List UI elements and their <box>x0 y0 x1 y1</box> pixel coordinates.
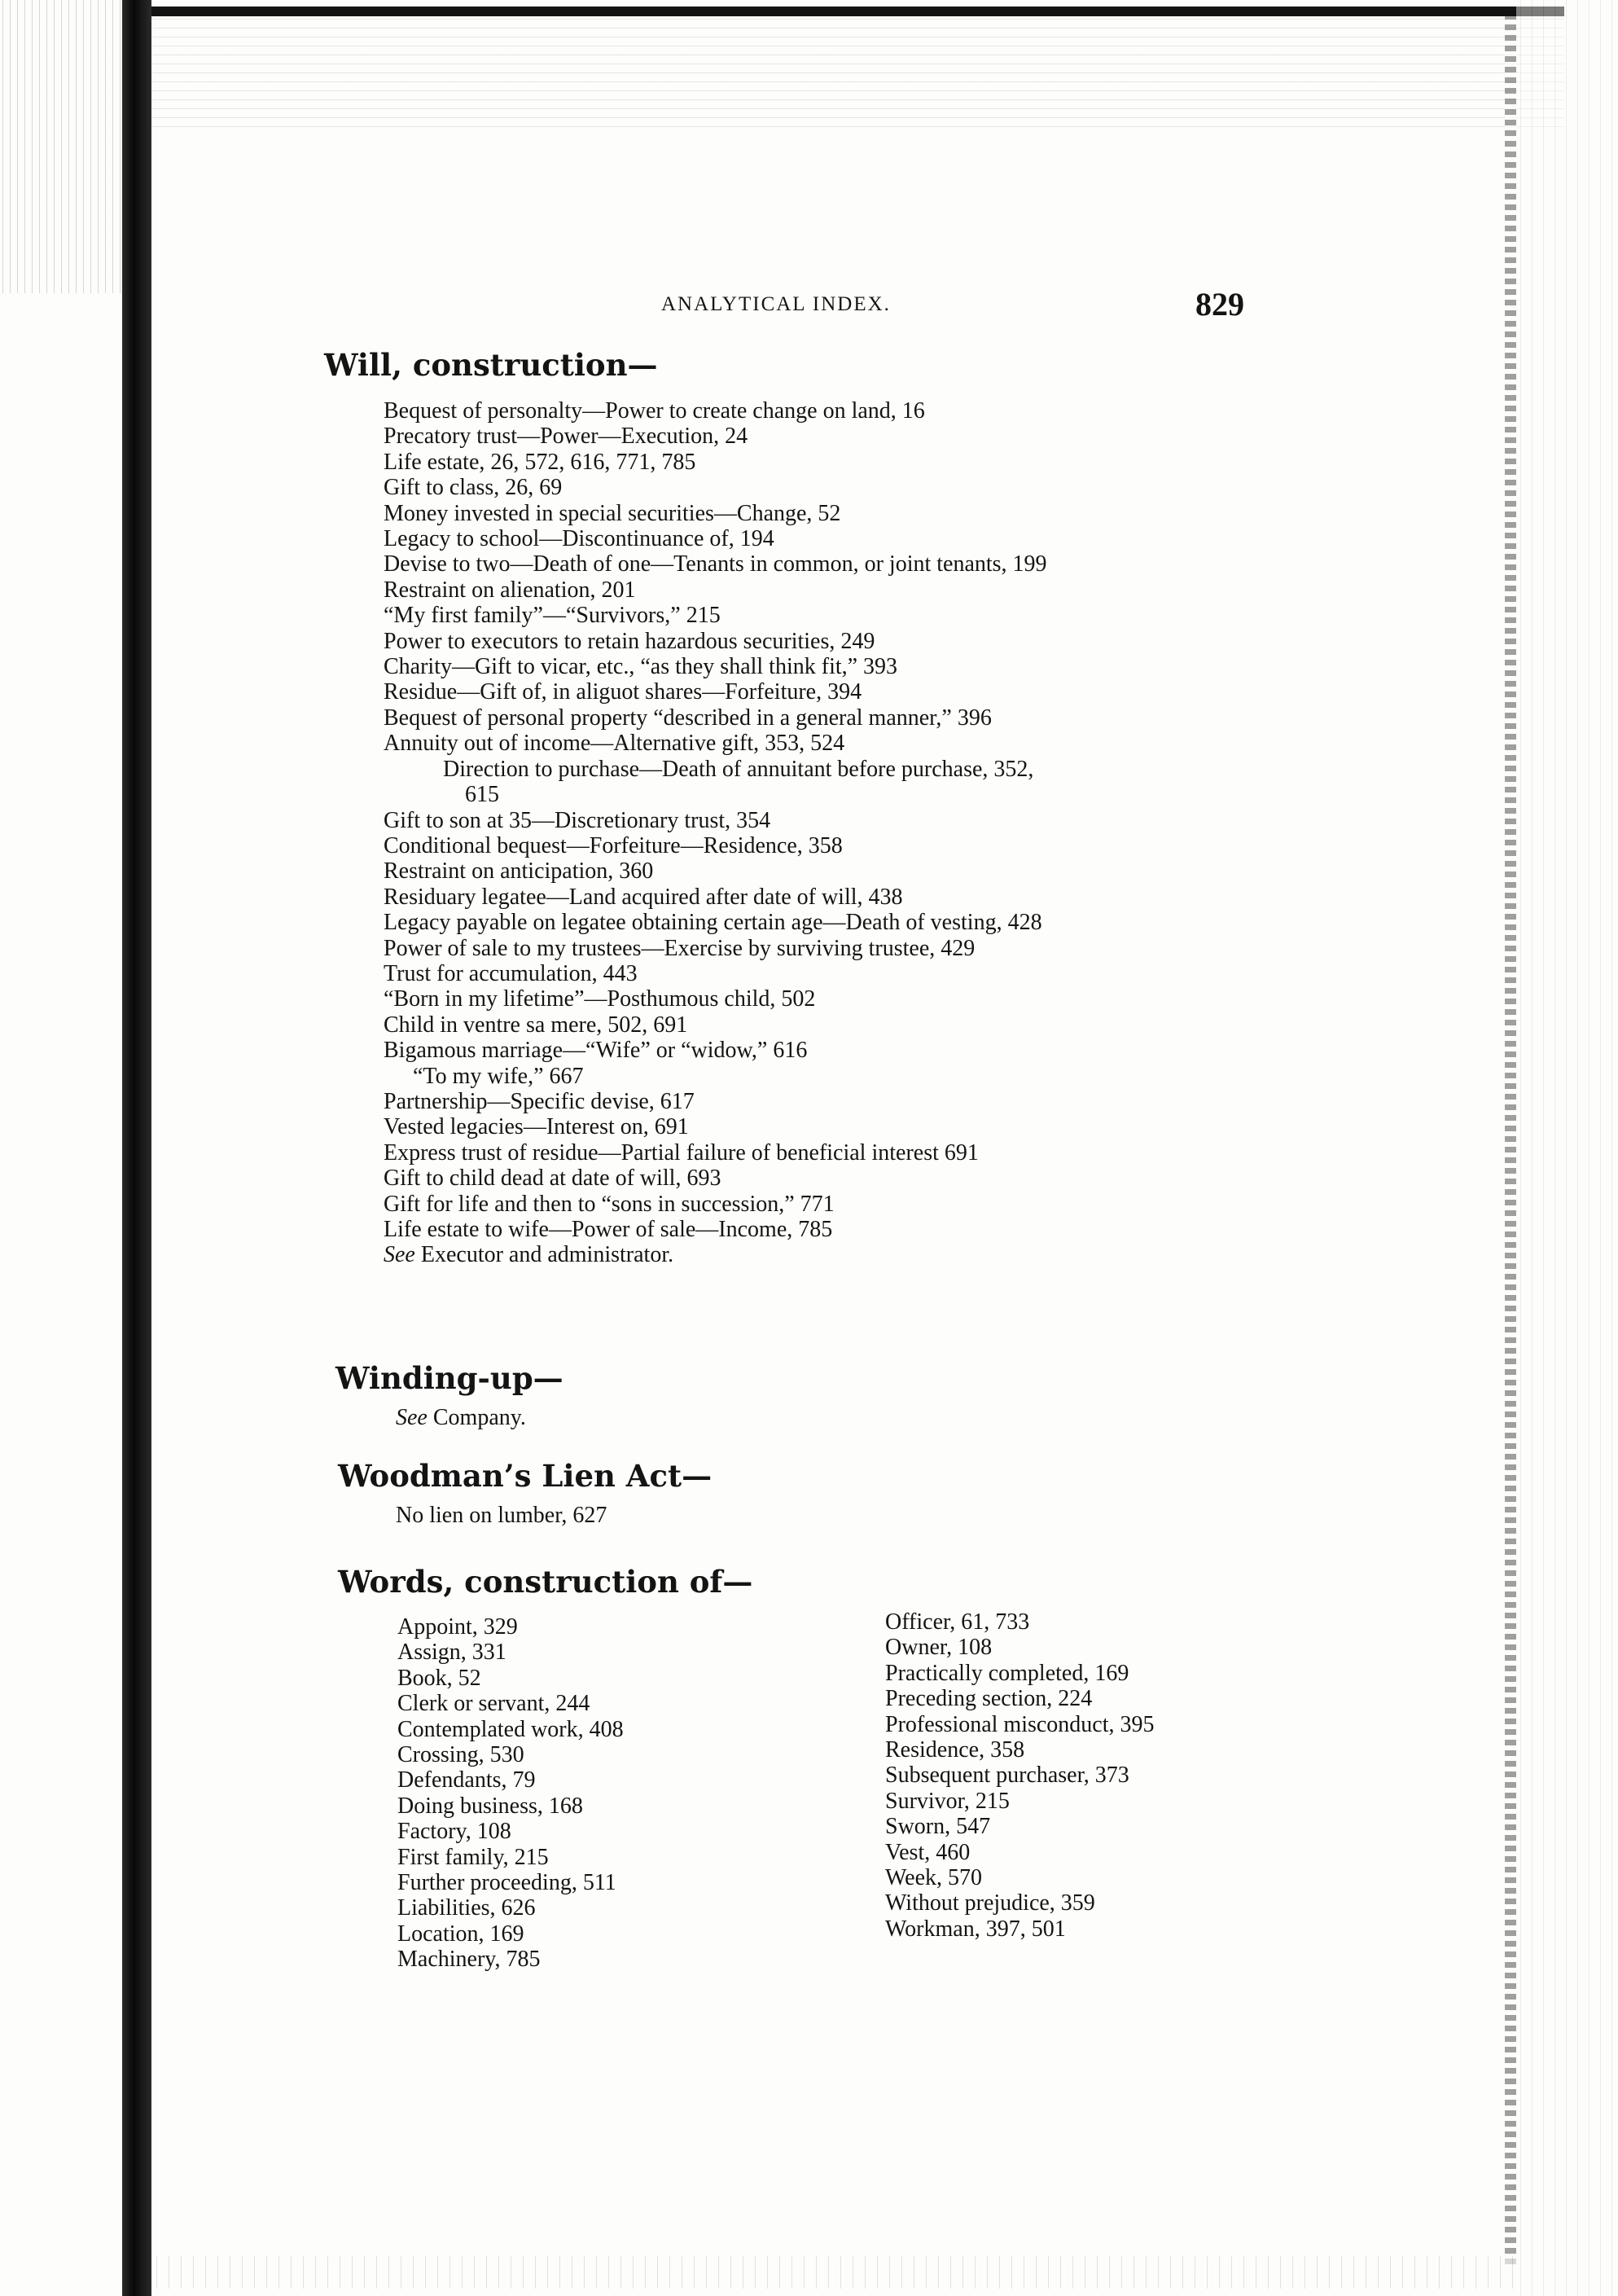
will-entry: Express trust of residue—Partial failure of beneficial interest 691 <box>384 1139 979 1166</box>
word-entry: First family, 215 <box>397 1844 549 1870</box>
will-entry: Money invested in special securities—Change, 52 <box>384 500 841 526</box>
heading-winding-up: Winding-up— <box>335 1360 563 1396</box>
will-entries <box>384 398 1047 1268</box>
word-entry: Doing business, 168 <box>397 1793 583 1819</box>
will-entry: Trust for accumulation, 443 <box>384 960 638 986</box>
word-entry: Week, 570 <box>885 1865 983 1891</box>
word-entry: Owner, 108 <box>885 1635 993 1661</box>
word-entry: Assign, 331 <box>397 1640 506 1666</box>
will-entry: Devise to two—Death of one—Tenants in common, or joint tenants, 199 <box>384 551 1047 577</box>
word-entry: Practically completed, 169 <box>885 1660 1129 1686</box>
will-entry: Residuary legatee—Land acquired after date of will, 438 <box>384 884 903 910</box>
words-left-column <box>397 1614 624 1973</box>
will-entry: Bequest of personal property “described in a general manner,” 396 <box>384 705 992 731</box>
see-target: Company. <box>427 1405 526 1430</box>
word-entry: Subsequent purchaser, 373 <box>885 1763 1129 1789</box>
will-entry: Legacy payable on legatee obtaining certain age—Death of vesting, 428 <box>384 910 1042 936</box>
will-entry: Residue—Gift of, in aliguot shares—Forfeiture, 394 <box>384 679 862 705</box>
see-word: See <box>396 1405 428 1430</box>
heading-words-construction: Words, construction of— <box>338 1564 753 1600</box>
see-target: Executor and administrator. <box>414 1242 674 1268</box>
will-entry: Restraint on alienation, 201 <box>384 577 636 603</box>
word-entry: Machinery, 785 <box>397 1947 541 1973</box>
word-entry: Contemplated work, 408 <box>397 1716 624 1742</box>
will-entry: Power to executors to retain hazardous securities, 249 <box>384 628 875 654</box>
will-entry: Gift for life and then to “sons in succession,” 771 <box>384 1191 835 1217</box>
word-entry: Preceding section, 224 <box>885 1686 1093 1712</box>
will-see-also <box>384 1242 1047 1267</box>
see-word: See <box>384 1242 415 1268</box>
word-entry: Sworn, 547 <box>885 1814 991 1840</box>
word-entry: Residence, 358 <box>885 1737 1025 1763</box>
word-entry: Crossing, 530 <box>397 1742 524 1768</box>
word-entry: Factory, 108 <box>397 1819 511 1845</box>
will-entry: Precatory trust—Power—Execution, 24 <box>384 424 748 450</box>
will-entry: Vested legacies—Interest on, 691 <box>384 1114 689 1140</box>
word-entry: Professional misconduct, 395 <box>885 1711 1155 1737</box>
will-entry: Charity—Gift to vicar, etc., “as they shall think fit,” 393 <box>384 654 898 680</box>
page-number: 829 <box>1195 286 1244 323</box>
will-entry: Restraint on anticipation, 360 <box>384 858 654 885</box>
will-entry: Life estate, 26, 572, 616, 771, 785 <box>384 449 696 475</box>
will-entry: Annuity out of income—Alternative gift, 353, 524 <box>384 731 845 757</box>
will-entry: Life estate to wife—Power of sale—Income, 785 <box>384 1217 833 1242</box>
will-entry: Conditional bequest—Forfeiture—Residence, 358 <box>384 832 843 858</box>
word-entry: Vest, 460 <box>885 1839 971 1865</box>
will-entry: Gift to child dead at date of will, 693 <box>384 1166 721 1192</box>
will-entry: Power of sale to my trustees—Exercise by surviving trustee, 429 <box>384 935 976 961</box>
word-entry: Officer, 61, 733 <box>885 1609 1030 1635</box>
will-entry: Bequest of personalty—Power to create change on land, 16 <box>384 398 925 424</box>
word-entry: Defendants, 79 <box>397 1767 536 1793</box>
will-entry: Gift to class, 26, 69 <box>384 475 563 501</box>
will-entry: “Born in my lifetime”—Posthumous child, 502 <box>384 986 816 1012</box>
word-entry: Book, 52 <box>397 1665 481 1691</box>
words-right-column <box>885 1609 1155 1942</box>
will-entry-sub: Direction to purchase—Death of annuitant before purchase, 352, <box>443 756 1034 782</box>
running-head: ANALYTICAL INDEX. <box>661 293 891 315</box>
word-entry: Survivor, 215 <box>885 1788 1010 1814</box>
heading-will-construction: Will, construction— <box>324 347 658 383</box>
will-entry: “My first family”—“Survivors,” 215 <box>384 603 721 629</box>
word-entry: Location, 169 <box>397 1921 524 1947</box>
word-entry: Further proceeding, 511 <box>397 1870 616 1896</box>
will-entry-sub: “To my wife,” 667 <box>413 1063 584 1089</box>
word-entry: Workman, 397, 501 <box>885 1916 1066 1942</box>
will-entry: Gift to son at 35—Discretionary trust, 354 <box>384 807 771 833</box>
winding-up-see-also <box>396 1405 526 1431</box>
will-entry: Partnership—Specific devise, 617 <box>384 1088 695 1114</box>
word-entry: Clerk or servant, 244 <box>397 1691 590 1717</box>
will-entry: Child in ventre sa mere, 502, 691 <box>384 1012 688 1038</box>
will-entry: Legacy to school—Discontinuance of, 194 <box>384 526 774 552</box>
word-entry: Appoint, 329 <box>397 1614 518 1640</box>
woodman-entry: No lien on lumber, 627 <box>396 1503 607 1528</box>
heading-woodmans-lien-act: Woodman’s Lien Act— <box>338 1458 713 1494</box>
will-entry: Bigamous marriage—“Wife” or “widow,” 616 <box>384 1038 808 1064</box>
will-entry-continuation: 615 <box>465 782 499 808</box>
word-entry: Liabilities, 626 <box>397 1895 536 1921</box>
word-entry: Without prejudice, 359 <box>885 1890 1095 1916</box>
